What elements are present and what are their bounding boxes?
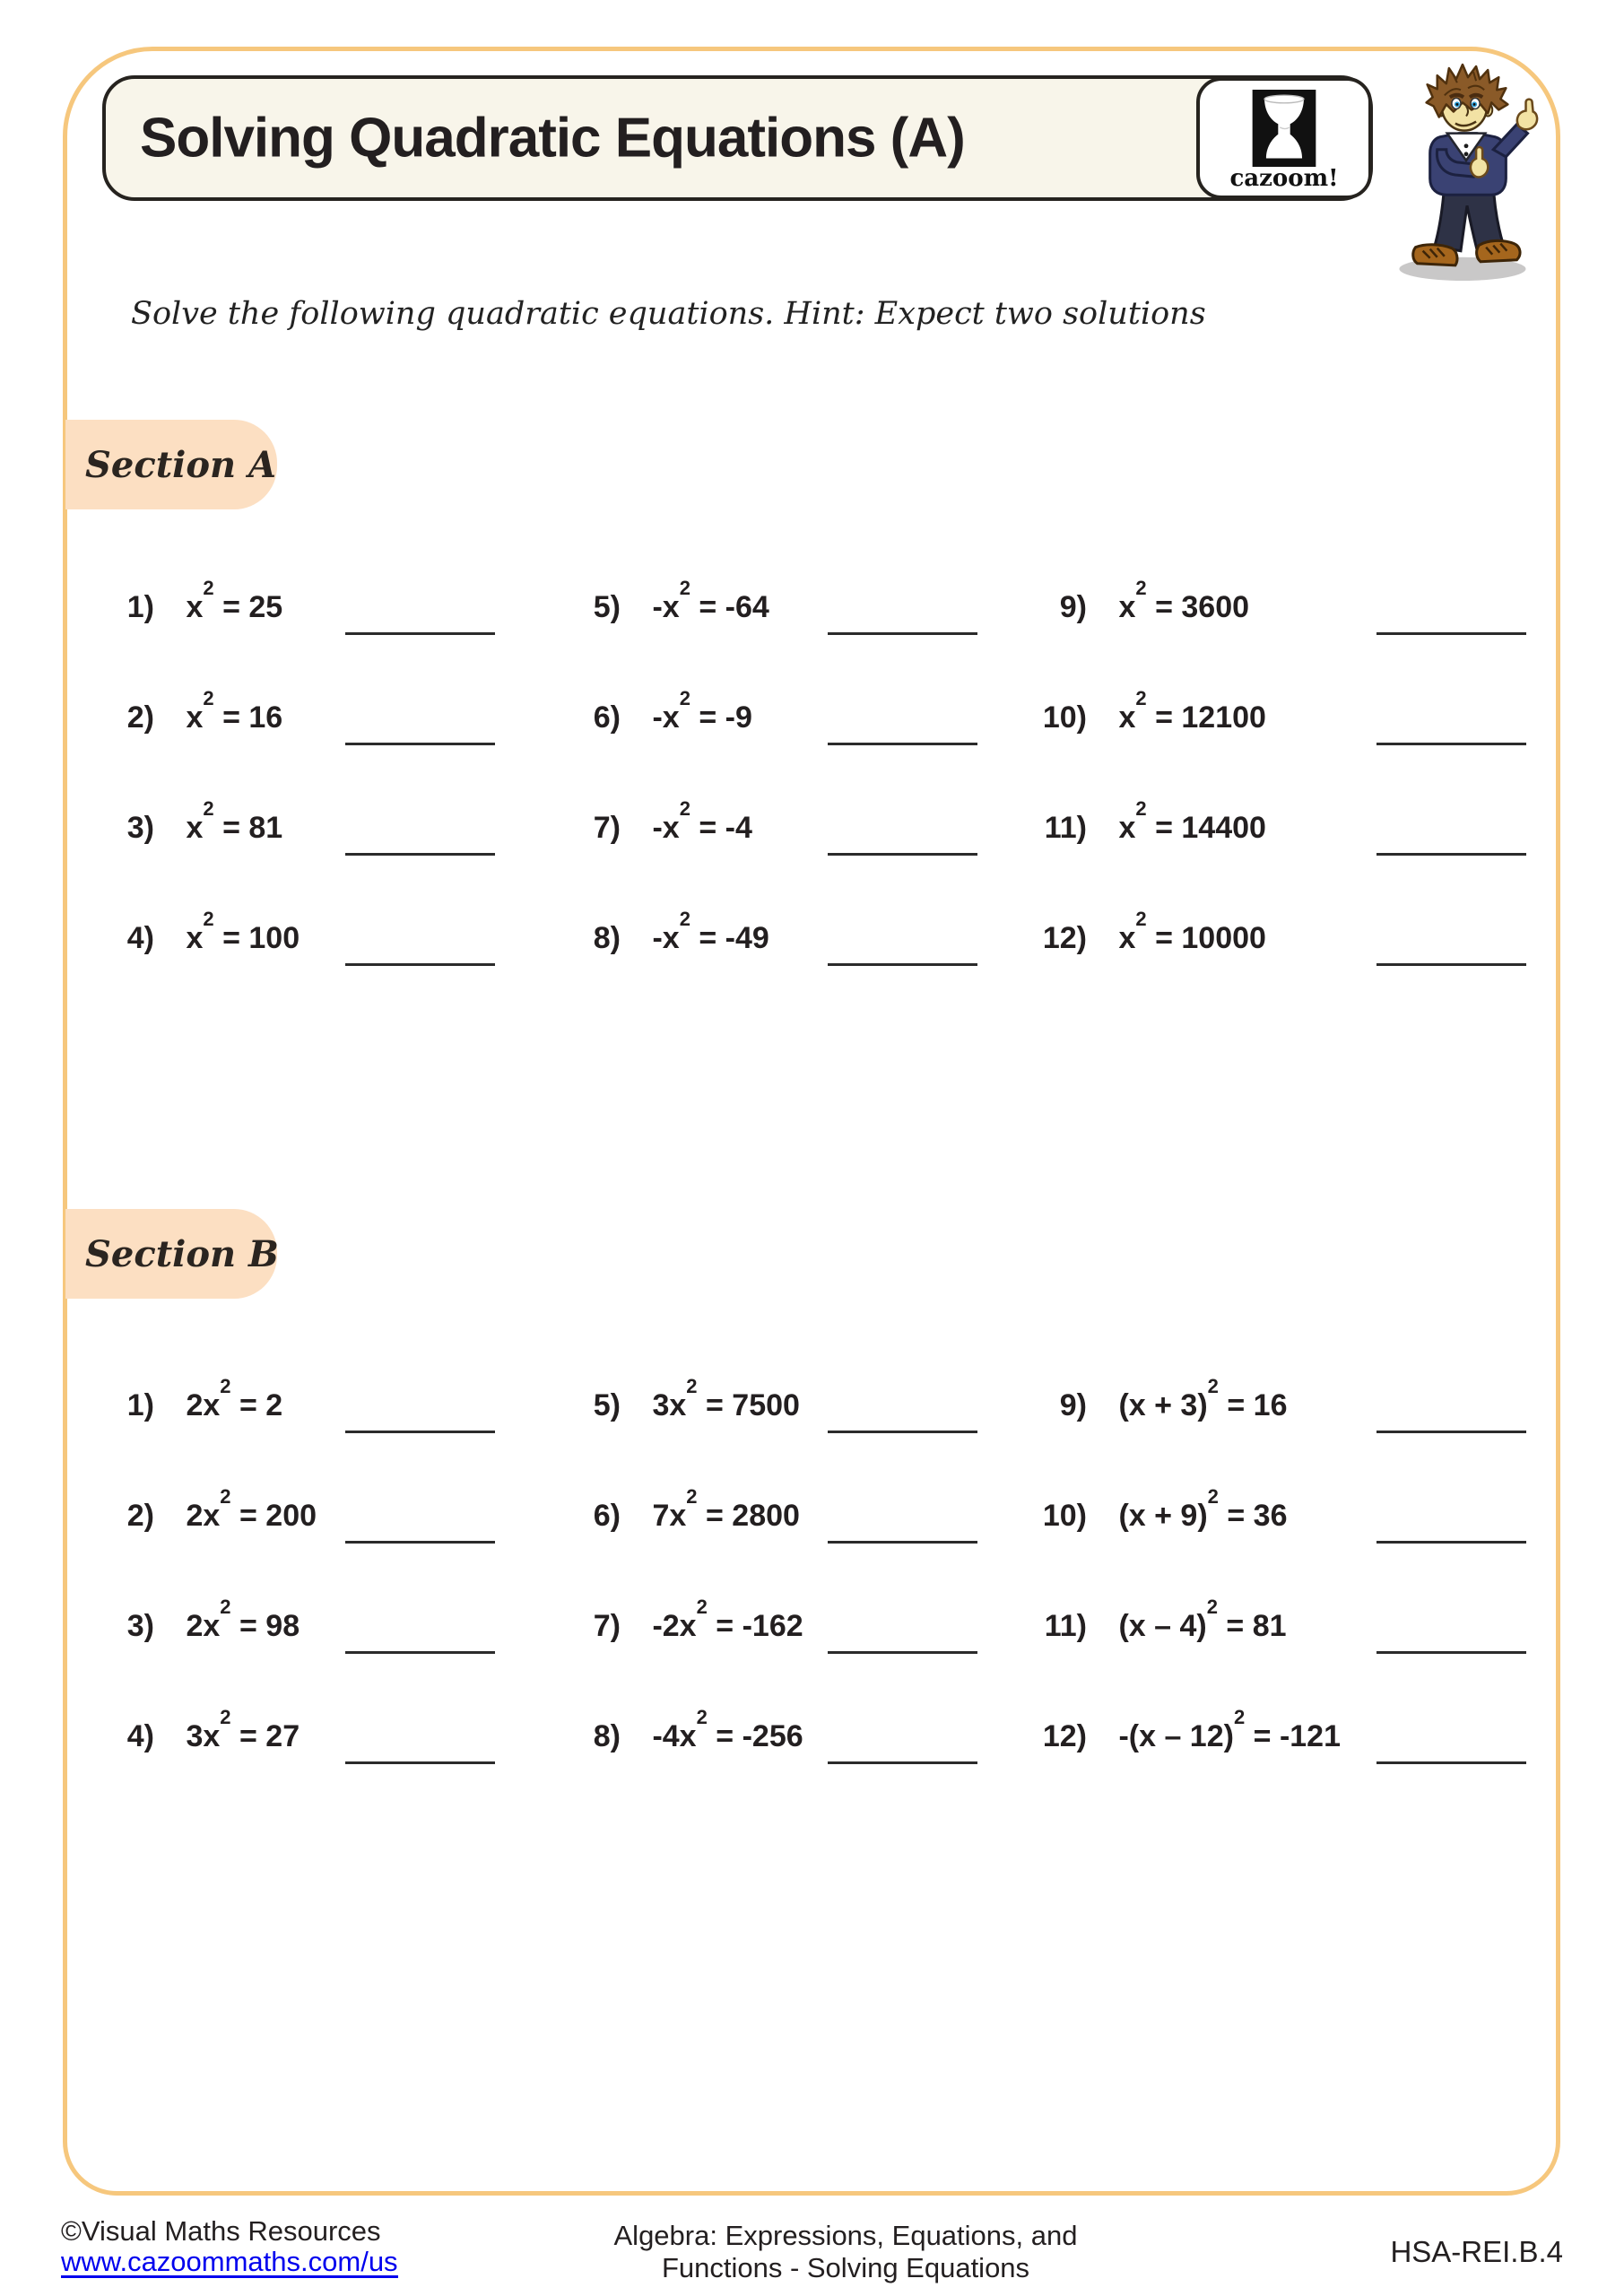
problem-item (556, 1705, 1022, 1828)
problem-equation: $x^2 = 12100$ (1118, 686, 1266, 735)
problem-equation: $-x^2 = -64$ (652, 576, 769, 624)
problem-item (556, 686, 1022, 809)
problem-number: 7) (593, 1609, 621, 1643)
cazoom-logo-text: cazoom! (1229, 165, 1339, 192)
problem-number: 3) (126, 811, 154, 845)
copyright-text: ©Visual Maths Resources (61, 2215, 381, 2247)
problem-item (90, 1595, 556, 1718)
problem-item (90, 1374, 556, 1497)
problem-number: 1) (126, 1388, 154, 1422)
answer-line (1376, 963, 1526, 966)
problem-equation: $7x^2 = 2800$ (652, 1484, 800, 1533)
section-b-problems (90, 1374, 1578, 1828)
problem-equation: (x – 4)$^2$ = 81 (1118, 1595, 1287, 1643)
problem-item (90, 576, 556, 699)
section-a-label: Section A (85, 443, 277, 486)
problem-item (556, 1374, 1022, 1497)
problem-item (556, 796, 1022, 919)
problem-equation: $-x^2 = -49$ (652, 907, 769, 955)
problem-equation: $2x^2 = 200$ (186, 1484, 317, 1533)
section-b-label: Section B (85, 1232, 279, 1275)
problem-item (1022, 686, 1578, 809)
problem-equation: $(x + 9)^2 = 36$ (1118, 1484, 1288, 1533)
problem-equation: $-2x^2 = -162$ (652, 1595, 803, 1643)
problem-equation: $3x^2 = 27$ (186, 1705, 300, 1753)
cazoom-drum-icon (1252, 90, 1316, 167)
answer-line (1376, 1651, 1526, 1654)
problem-item (1022, 1374, 1578, 1497)
problem-item (1022, 576, 1578, 699)
problem-item (1022, 907, 1578, 1030)
problem-equation: $(x + 3)^2 = 16$ (1118, 1374, 1288, 1422)
problem-number: 7) (593, 811, 621, 845)
answer-line (345, 1431, 495, 1433)
problem-number: 6) (593, 700, 621, 735)
answer-line (828, 1651, 977, 1654)
problem-item (1022, 796, 1578, 919)
section-a-badge (65, 420, 277, 509)
answer-line (828, 1541, 977, 1544)
answer-line (1376, 1431, 1526, 1433)
problem-number: 10) (1042, 1499, 1087, 1533)
problem-equation: $x^2 = 14400$ (1118, 796, 1266, 845)
title-bar (102, 75, 1373, 201)
category-line-1: Algebra: Expressions, Equations, and (613, 2220, 1078, 2251)
problem-equation: $2x^2 = 2$ (186, 1374, 283, 1422)
answer-line (828, 853, 977, 856)
answer-line (345, 1651, 495, 1654)
problem-number: 11) (1044, 811, 1087, 845)
problem-equation: $-x^2 = -9$ (652, 686, 752, 735)
problem-equation: $x^2 = 16$ (186, 686, 283, 735)
problem-number: 10) (1042, 700, 1087, 735)
answer-line (1376, 632, 1526, 635)
answer-line (1376, 743, 1526, 745)
standard-code: HSA-REI.B.4 (1390, 2235, 1563, 2268)
problem-item (90, 686, 556, 809)
problem-item (556, 1484, 1022, 1607)
problem-number: 4) (126, 1719, 154, 1753)
instruction-text: Solve the following quadratic equations. Hint: Expect two solutions (131, 296, 1206, 332)
problem-equation: $3x^2 = 7500$ (652, 1374, 800, 1422)
category-line-2: Functions - Solving Equations (661, 2252, 1030, 2283)
problem-equation: $2x^2 = 98$ (186, 1595, 300, 1643)
problem-number: 3) (126, 1609, 154, 1643)
answer-line (345, 743, 495, 745)
problem-item (556, 907, 1022, 1030)
problem-item (556, 576, 1022, 699)
mascot-boy-illustration (1390, 59, 1544, 285)
section-b-badge (65, 1209, 277, 1299)
problem-equation: $x^2 = 10000$ (1118, 907, 1266, 955)
problem-number: 5) (593, 590, 621, 624)
answer-line (1376, 1761, 1526, 1764)
problem-number: 8) (593, 921, 621, 955)
answer-line (345, 632, 495, 635)
problem-item (1022, 1705, 1578, 1828)
problem-number: 12) (1042, 921, 1087, 955)
footer-credit (61, 2216, 398, 2278)
problem-number: 11) (1044, 1609, 1087, 1643)
answer-line (828, 1761, 977, 1764)
problem-equation: $x^2 = 3600$ (1118, 576, 1250, 624)
problem-item (1022, 1595, 1578, 1718)
footer-category (487, 2220, 1204, 2284)
answer-line (345, 1541, 495, 1544)
problem-item (556, 1595, 1022, 1718)
problem-number: 9) (1059, 1388, 1087, 1422)
answer-line (345, 1761, 495, 1764)
answer-line (828, 963, 977, 966)
cazoom-logo (1196, 77, 1372, 199)
answer-line (828, 632, 977, 635)
problem-equation: -(x – 12)$^2$ = -121 (1118, 1705, 1342, 1753)
problem-number: 2) (126, 700, 154, 735)
problem-equation: $-x^2 = -4$ (652, 796, 752, 845)
answer-line (1376, 853, 1526, 856)
answer-line (1376, 1541, 1526, 1544)
problem-equation: $x^2 = 100$ (186, 907, 300, 955)
problem-number: 6) (593, 1499, 621, 1533)
problem-item (90, 907, 556, 1030)
problem-equation: $x^2 = 81$ (186, 796, 283, 845)
problem-number: 8) (593, 1719, 621, 1753)
problem-item (90, 796, 556, 919)
problem-number: 12) (1042, 1719, 1087, 1753)
answer-line (828, 743, 977, 745)
answer-line (345, 963, 495, 966)
answer-line (828, 1431, 977, 1433)
page-border-frame (63, 47, 1560, 2196)
section-a-problems (90, 576, 1578, 1030)
problem-number: 9) (1059, 590, 1087, 624)
page-title: Solving Quadratic Equations (A) (140, 107, 965, 170)
problem-equation: $x^2 = 25$ (186, 576, 283, 624)
problem-item (90, 1705, 556, 1828)
problem-number: 2) (126, 1499, 154, 1533)
problem-number: 4) (126, 921, 154, 955)
problem-item (1022, 1484, 1578, 1607)
problem-number: 5) (593, 1388, 621, 1422)
problem-equation: $-4x^2 = -256$ (652, 1705, 803, 1753)
problem-item (90, 1484, 556, 1607)
website-link[interactable]: www.cazoommaths.com/us (61, 2246, 398, 2277)
problem-number: 1) (126, 590, 154, 624)
answer-line (345, 853, 495, 856)
